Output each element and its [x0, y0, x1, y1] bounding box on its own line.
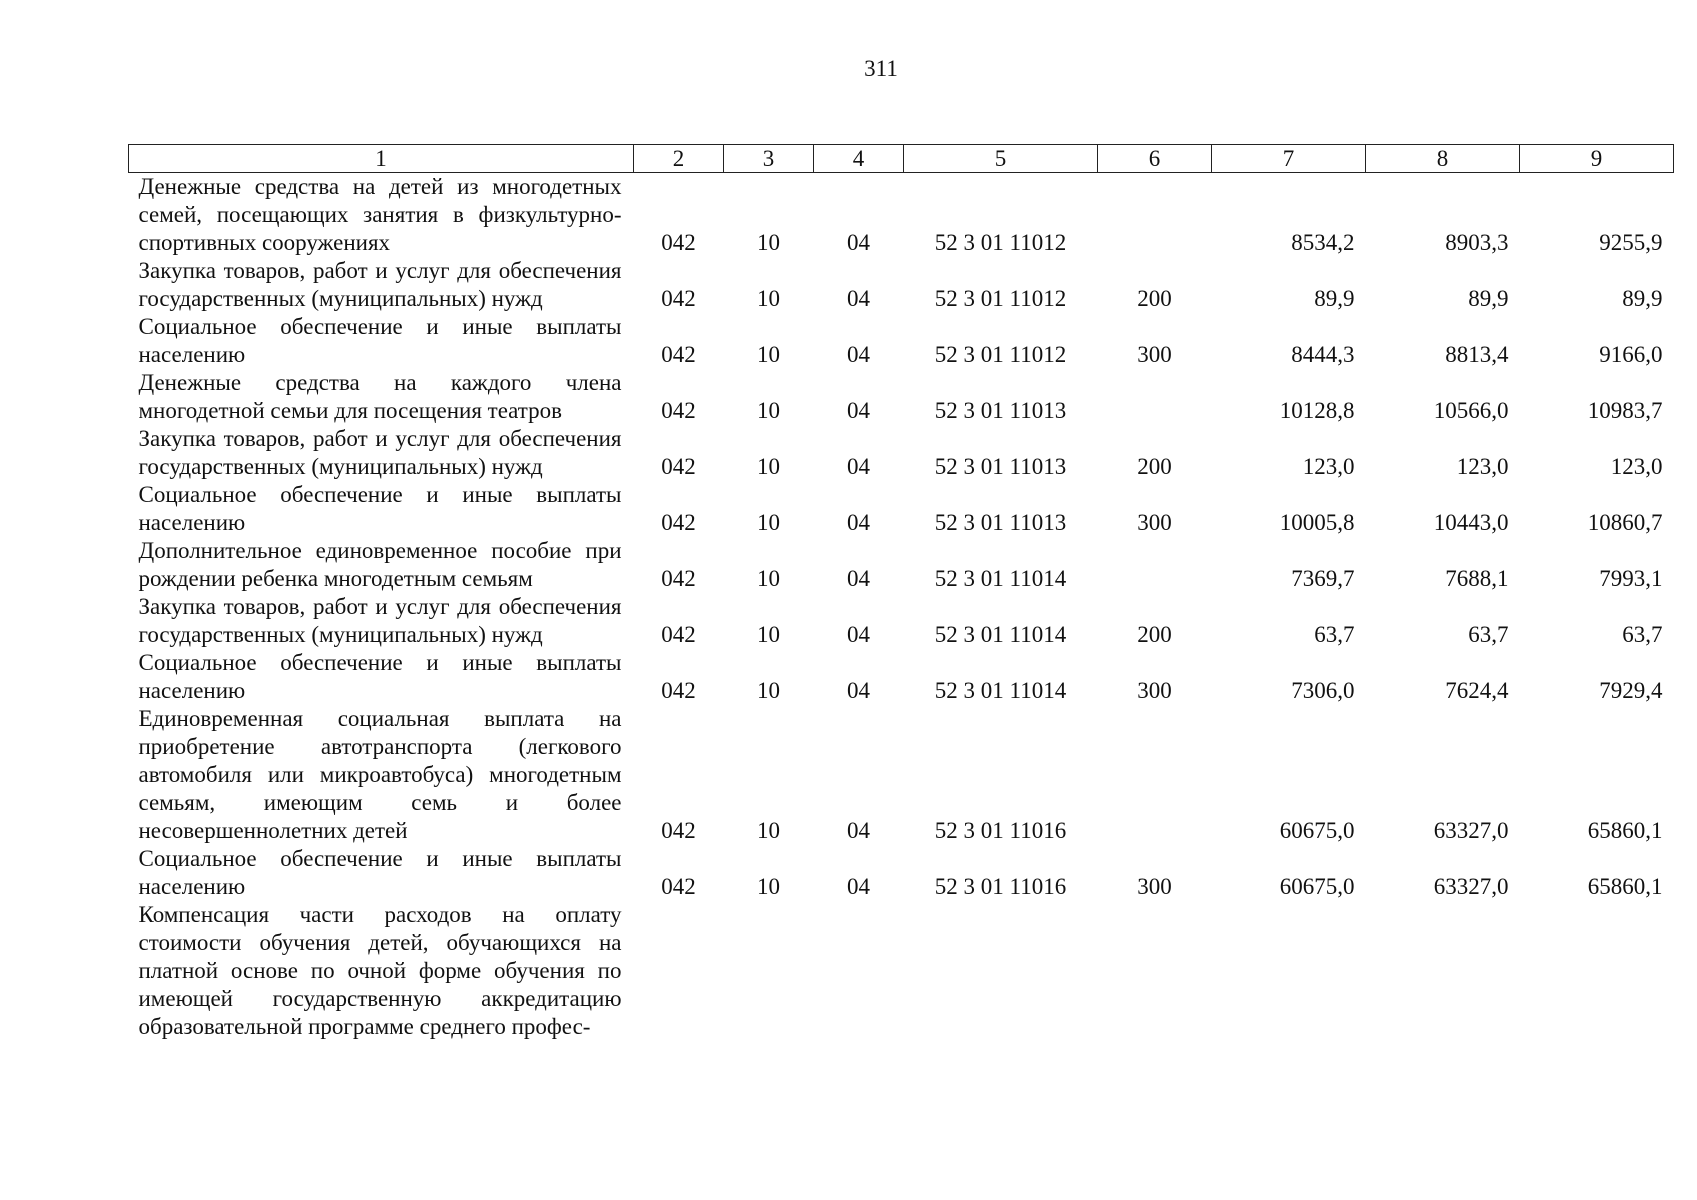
row-name-cell: Денежные средства на детей из многодетных семей, посещающих занятия в физкультурно-спортивных сооружениях — [138, 174, 622, 255]
col6-cell — [1098, 705, 1212, 845]
col4-cell: 04 — [847, 286, 870, 311]
col7-cell: 123,0 — [1302, 454, 1355, 479]
table-row — [129, 537, 1674, 593]
row-name-cell: Компенсация части расходов на оплату стоимости обучения детей, обучающихся на платной основе по очной форме обучения по имеющей государственную аккредитацию образовательной программе среднего профес- — [138, 902, 622, 1039]
col2-cell: 042 — [661, 454, 696, 479]
col9-cell: 65860,1 — [1587, 874, 1663, 899]
col4-cell: 04 — [847, 342, 870, 367]
col8-cell: 7624,4 — [1445, 678, 1509, 703]
col3-cell: 10 — [757, 678, 780, 703]
row-name-cell: Единовременная социальная выплата на приобретение автотранспорта (легкового автомобиля или микроавтобуса) многодетным семьям, имеющим семь и более несовершеннолетних детей — [138, 706, 622, 843]
col5-cell: 52 3 01 11013 — [934, 510, 1067, 535]
col2-cell: 042 — [661, 818, 696, 843]
col9-cell: 10983,7 — [1587, 398, 1663, 423]
row-name-cell: Закупка товаров, работ и услуг для обеспечения государственных (муниципальных) нужд — [138, 258, 622, 311]
col5-cell: 52 3 01 11014 — [934, 622, 1067, 647]
col8-cell: 7688,1 — [1445, 566, 1509, 591]
col4-cell — [814, 901, 904, 1041]
col2-cell: 042 — [661, 874, 696, 899]
col8-cell — [1366, 901, 1520, 1041]
table-row — [129, 481, 1674, 537]
col5-cell: 52 3 01 11012 — [934, 230, 1067, 255]
header-cell: 1 — [129, 145, 634, 173]
col2-cell: 042 — [661, 342, 696, 367]
col3-cell: 10 — [757, 510, 780, 535]
col9-cell — [1520, 901, 1674, 1041]
col9-cell: 89,9 — [1622, 286, 1663, 311]
row-name-cell: Денежные средства на каждого члена многодетной семьи для посещения театров — [138, 370, 622, 423]
col2-cell: 042 — [661, 622, 696, 647]
header-cell: 6 — [1098, 145, 1212, 173]
col3-cell: 10 — [757, 818, 780, 843]
col8-cell: 10566,0 — [1433, 398, 1509, 423]
col2-cell: 042 — [661, 230, 696, 255]
col3-cell: 10 — [757, 454, 780, 479]
col3-cell: 10 — [757, 230, 780, 255]
col7-cell: 7306,0 — [1291, 678, 1355, 703]
col9-cell: 9166,0 — [1599, 342, 1663, 367]
col7-cell: 89,9 — [1314, 286, 1355, 311]
table-row — [129, 313, 1674, 369]
table-row — [129, 901, 1674, 1041]
col9-cell: 7929,4 — [1599, 678, 1663, 703]
col4-cell: 04 — [847, 566, 870, 591]
col6-cell — [1098, 173, 1212, 258]
table-row — [129, 649, 1674, 705]
col5-cell: 52 3 01 11014 — [934, 566, 1067, 591]
budget-table — [128, 144, 1674, 1041]
table-body — [129, 173, 1674, 1042]
col5-cell: 52 3 01 11016 — [934, 874, 1067, 899]
col6-cell — [1098, 369, 1212, 425]
col4-cell: 04 — [847, 454, 870, 479]
col7-cell: 10128,8 — [1279, 398, 1355, 423]
col7-cell: 63,7 — [1314, 622, 1355, 647]
row-name-cell: Дополнительное единовременное пособие при рождении ребенка многодетным семьям — [138, 538, 622, 591]
col7-cell — [1212, 901, 1366, 1041]
col4-cell: 04 — [847, 818, 870, 843]
table-row — [129, 173, 1674, 258]
table-row — [129, 369, 1674, 425]
col8-cell: 8903,3 — [1445, 230, 1509, 255]
row-name-cell: Социальное обеспечение и иные выплаты населению — [138, 846, 622, 899]
col4-cell: 04 — [847, 230, 870, 255]
col6-cell: 300 — [1137, 678, 1172, 703]
col2-cell: 042 — [661, 398, 696, 423]
col7-cell: 10005,8 — [1279, 510, 1355, 535]
col7-cell: 60675,0 — [1279, 874, 1355, 899]
header-row — [129, 145, 1674, 173]
col3-cell — [724, 901, 814, 1041]
table-row — [129, 705, 1674, 845]
col9-cell: 63,7 — [1622, 622, 1663, 647]
col9-cell: 9255,9 — [1599, 230, 1663, 255]
col4-cell: 04 — [847, 874, 870, 899]
col3-cell: 10 — [757, 874, 780, 899]
header-cell: 3 — [724, 145, 814, 173]
col6-cell — [1098, 901, 1212, 1041]
col8-cell: 10443,0 — [1433, 510, 1509, 535]
row-name-cell: Закупка товаров, работ и услуг для обеспечения государственных (муниципальных) нужд — [138, 426, 622, 479]
col6-cell: 300 — [1137, 342, 1172, 367]
col8-cell: 123,0 — [1456, 454, 1509, 479]
col2-cell — [634, 901, 724, 1041]
col5-cell: 52 3 01 11013 — [934, 398, 1067, 423]
col2-cell: 042 — [661, 510, 696, 535]
col3-cell: 10 — [757, 622, 780, 647]
header-cell: 5 — [904, 145, 1098, 173]
header-cell: 8 — [1366, 145, 1520, 173]
col9-cell: 123,0 — [1610, 454, 1663, 479]
header-cell: 7 — [1212, 145, 1366, 173]
col8-cell: 8813,4 — [1445, 342, 1509, 367]
col8-cell: 63327,0 — [1433, 874, 1509, 899]
col6-cell: 300 — [1137, 874, 1172, 899]
col8-cell: 89,9 — [1468, 286, 1509, 311]
header-cell: 4 — [814, 145, 904, 173]
col7-cell: 7369,7 — [1291, 566, 1355, 591]
col7-cell: 8444,3 — [1291, 342, 1355, 367]
table-row — [129, 845, 1674, 901]
table-row — [129, 257, 1674, 313]
row-name-cell: Социальное обеспечение и иные выплаты населению — [138, 650, 622, 703]
col5-cell: 52 3 01 11012 — [934, 286, 1067, 311]
col9-cell: 7993,1 — [1599, 566, 1663, 591]
col4-cell: 04 — [847, 398, 870, 423]
col9-cell: 10860,7 — [1587, 510, 1663, 535]
col2-cell: 042 — [661, 566, 696, 591]
col6-cell: 200 — [1137, 622, 1172, 647]
row-name-cell: Социальное обеспечение и иные выплаты населению — [138, 314, 622, 367]
col6-cell: 200 — [1137, 454, 1172, 479]
col3-cell: 10 — [757, 566, 780, 591]
col3-cell: 10 — [757, 342, 780, 367]
col9-cell: 65860,1 — [1587, 818, 1663, 843]
col4-cell: 04 — [847, 510, 870, 535]
col5-cell: 52 3 01 11013 — [934, 454, 1067, 479]
row-name-cell: Закупка товаров, работ и услуг для обеспечения государственных (муниципальных) нужд — [138, 594, 622, 647]
col8-cell: 63327,0 — [1433, 818, 1509, 843]
col5-cell: 52 3 01 11016 — [934, 818, 1067, 843]
header-cell: 2 — [634, 145, 724, 173]
col2-cell: 042 — [661, 678, 696, 703]
col4-cell: 04 — [847, 622, 870, 647]
row-name-cell: Социальное обеспечение и иные выплаты населению — [138, 482, 622, 535]
table-row — [129, 593, 1674, 649]
col8-cell: 63,7 — [1468, 622, 1509, 647]
col5-cell — [904, 901, 1098, 1041]
col6-cell: 300 — [1137, 510, 1172, 535]
header-cell: 9 — [1520, 145, 1674, 173]
table-row — [129, 425, 1674, 481]
col2-cell: 042 — [661, 286, 696, 311]
col7-cell: 60675,0 — [1279, 818, 1355, 843]
page-number: 311 — [864, 56, 898, 81]
col5-cell: 52 3 01 11014 — [934, 678, 1067, 703]
col6-cell: 200 — [1137, 286, 1172, 311]
col7-cell: 8534,2 — [1291, 230, 1355, 255]
col5-cell: 52 3 01 11012 — [934, 342, 1067, 367]
col6-cell — [1098, 537, 1212, 593]
col3-cell: 10 — [757, 398, 780, 423]
col3-cell: 10 — [757, 286, 780, 311]
col4-cell: 04 — [847, 678, 870, 703]
